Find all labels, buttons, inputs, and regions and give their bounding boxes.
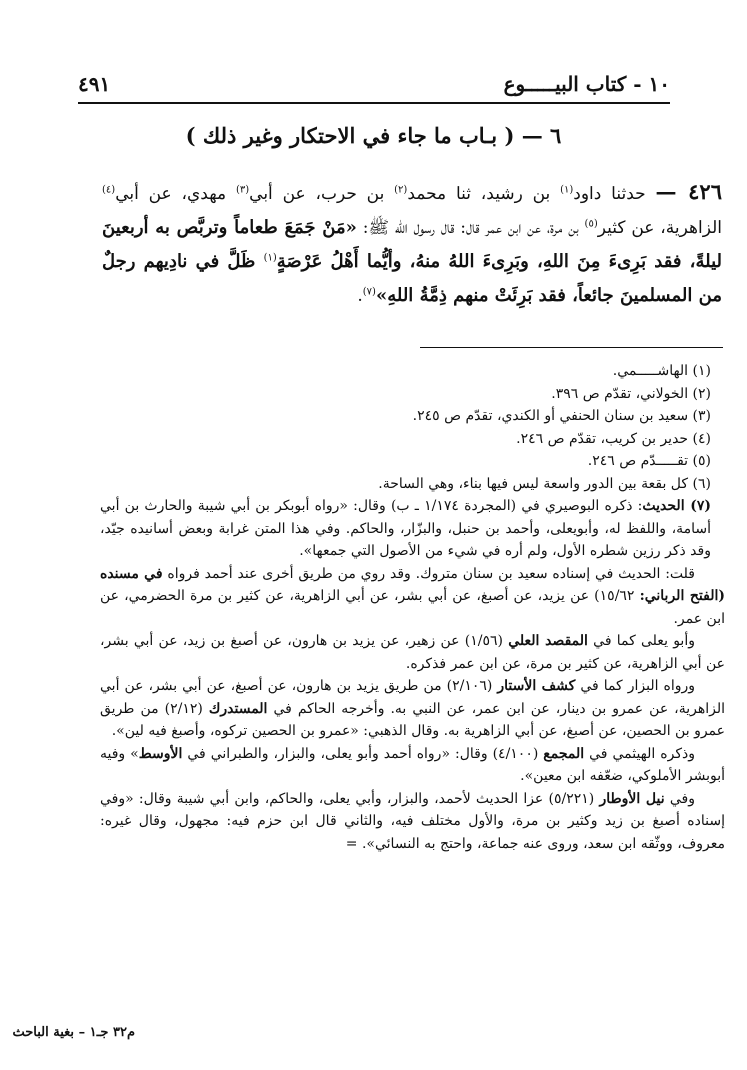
source-title: المقصد العلي xyxy=(508,633,588,649)
commentary-1 xyxy=(100,563,725,631)
commentary-text: ورواه البزار كما في xyxy=(575,678,695,694)
commentary-text: وفي xyxy=(664,790,696,807)
source-title: الأوسط xyxy=(138,745,183,762)
source-title: نيل الأوطار xyxy=(599,790,665,807)
source-title: كشف الأستار xyxy=(497,678,576,694)
footnote-divider xyxy=(420,347,723,348)
footnotes xyxy=(100,360,725,855)
page-number: ٤٩١ xyxy=(78,72,111,96)
footnote-5: (٥) تقـــــدّم ص ٢٤٦. xyxy=(587,453,711,469)
footnote-ref: (١) xyxy=(560,184,574,196)
commentary-text: » وفيه أبوبشر الأملوكي، ضعّفه ابن معين». xyxy=(100,745,725,784)
footnote-ref: (٧) xyxy=(362,286,376,298)
commentary-text: (٥/٢٢١) عزا الحديث لأحمد، والبزار، وأبي يعلى، والحاكم، وابن أبي شيبة وقال: «وفي إسناده أصبغ بن زيد وكثير بن مرة، والأول مختلف فيه، والثاني قال ابن حزم فيه: مجهول، وقال غيره: معروف، ووثّقه ابن سعد، وروى عنه جماعة، واحتج به النسائي». = xyxy=(100,790,725,852)
chapter-title: ٦ — ( بـاب ما جاء في الاحتكار وغير ذلك ) xyxy=(185,123,562,148)
footnote-ref: (٤) xyxy=(102,184,116,196)
commentary-3 xyxy=(100,675,725,743)
page-header xyxy=(78,62,670,104)
commentary-5 xyxy=(100,788,725,856)
commentary-text: وأبو يعلى كما في xyxy=(587,633,695,649)
source-title: المستدرك xyxy=(208,700,268,717)
footnote-4: (٤) حدير بن كريب، تقدّم ص ٢٤٦. xyxy=(516,430,711,447)
footnote-7-label: (٧) الحديث xyxy=(642,498,711,514)
commentary-2 xyxy=(100,630,725,675)
source-title: المجمع xyxy=(543,745,585,762)
footnote-7-text: : ذكره البوصيري في (المجردة ١/١٧٤ ـ ب) وقال: «رواه أبوبكر بن أبي شيبة والحارث بن أبي أسامة، واللفظ له، وأبويعلى، وأحمد بن حنبل، والبزّار، والحاكم. وفي هذا المتن غرابة وبعض أسانيده جيّد، وقد ذكر رزين شطره الأول، ولم أره في شيء من الأصول التي جمعها». xyxy=(100,498,711,559)
commentary-text: (٤/١٠٠) وقال: «رواه أحمد وأبو يعلى، والبزار، والطبراني في xyxy=(182,745,544,762)
footnote-6: (٦) كل بقعة بين الدور واسعة ليس فيها بناء، وهي الساحة. xyxy=(378,475,711,492)
commentary-text: (١/٥٦) عن زهير، عن يزيد بن هارون، عن أصبغ بن زيد، عن أبي بشر، عن أبي الزاهرية، عن كثير بن مرة، عن ابن عمر فذكره. xyxy=(100,633,725,672)
source-title: في مسنده (الفتح الرباني: xyxy=(100,565,725,604)
page-signature: م٣٢ جـ١ – بغية الباحث xyxy=(12,1025,135,1040)
hadith-text xyxy=(102,175,722,313)
running-title: ١٠ - كتاب البيـــــوع xyxy=(503,72,670,96)
prophetic-quote-end: ظَلَّ في نادِيهم رجلٌ من المسلمينَ جائعاً، فقد بَرِئَتْ منهم ذِمَّةُ اللهِ» xyxy=(102,251,722,306)
commentary-text: (٢/١٢) من طريق عمرو بن الحصين، عن أصبغ، عن أبي الزاهرية به. وقال الذهبي: «عمرو بن الحصين تركوه، وأصبغ فيه لين». xyxy=(100,700,725,739)
footnote-3: (٣) سعيد بن سنان الحنفي أو الكندي، تقدّم ص ٢٤٥. xyxy=(412,408,711,424)
hadith-part: بن حرب، عن أبي xyxy=(249,184,395,204)
footnote-7 xyxy=(100,495,725,563)
footnote-2: (٢) الخولاني، تقدّم ص ٣٩٦. xyxy=(551,385,711,402)
footnote-1: (١) الهاشـــــمي. xyxy=(612,363,711,379)
hadith-end: . xyxy=(357,286,363,306)
commentary-text: وذكره الهيثمي في xyxy=(584,745,695,762)
hadith-number: ٤٢٦ — xyxy=(655,179,722,204)
hadith-part: مهدي، عن أبي xyxy=(115,184,236,204)
footnote-ref: (١) xyxy=(263,252,277,264)
hadith-part: حدثنا داود xyxy=(573,184,656,204)
commentary-4 xyxy=(100,743,725,788)
footnote-ref: (٥) xyxy=(584,218,598,230)
commentary-text: قلت: الحديث في إسناده سعيد بن سنان متروك. وقد روي من طريق أخرى عند أحمد فرواه xyxy=(167,565,695,582)
footnote-ref: (٣) xyxy=(235,184,250,196)
commentary-text: ١٥/٦٢) عن يزيد، عن أصبغ، عن أبي بشر، عن أبي الزاهرية، عن كثير بن مرة الحضرمي، عن ابن عمر. xyxy=(100,588,725,627)
hadith-part: الزاهرية، عن كثير xyxy=(597,218,722,238)
hadith-part: بن مرة، عن ابن عمر قال: قال رسول الله ﷺ: xyxy=(356,218,585,238)
footnote-ref: (٢) xyxy=(394,184,408,196)
hadith-part: بن رشيد، ثنا محمد xyxy=(407,184,561,204)
commentary-text: (٢/١٠٦) من طريق يزيد بن هارون، عن أصبغ، عن أبي بشر، عن أبي الزاهرية، عن عمرو بن دينار، عن ابن عمر، عن النبي به. وأخرجه الحاكم في xyxy=(100,678,725,717)
prophetic-quote: «مَنْ جَمَعَ طعاماً وتربَّص به أربعينَ ليلةً، فقد بَرِىءَ مِنَ اللهِ، وبَرِىءَ اللهُ منهُ، وأيُّما أَهْلُ عَرْصَةٍ xyxy=(102,217,722,272)
